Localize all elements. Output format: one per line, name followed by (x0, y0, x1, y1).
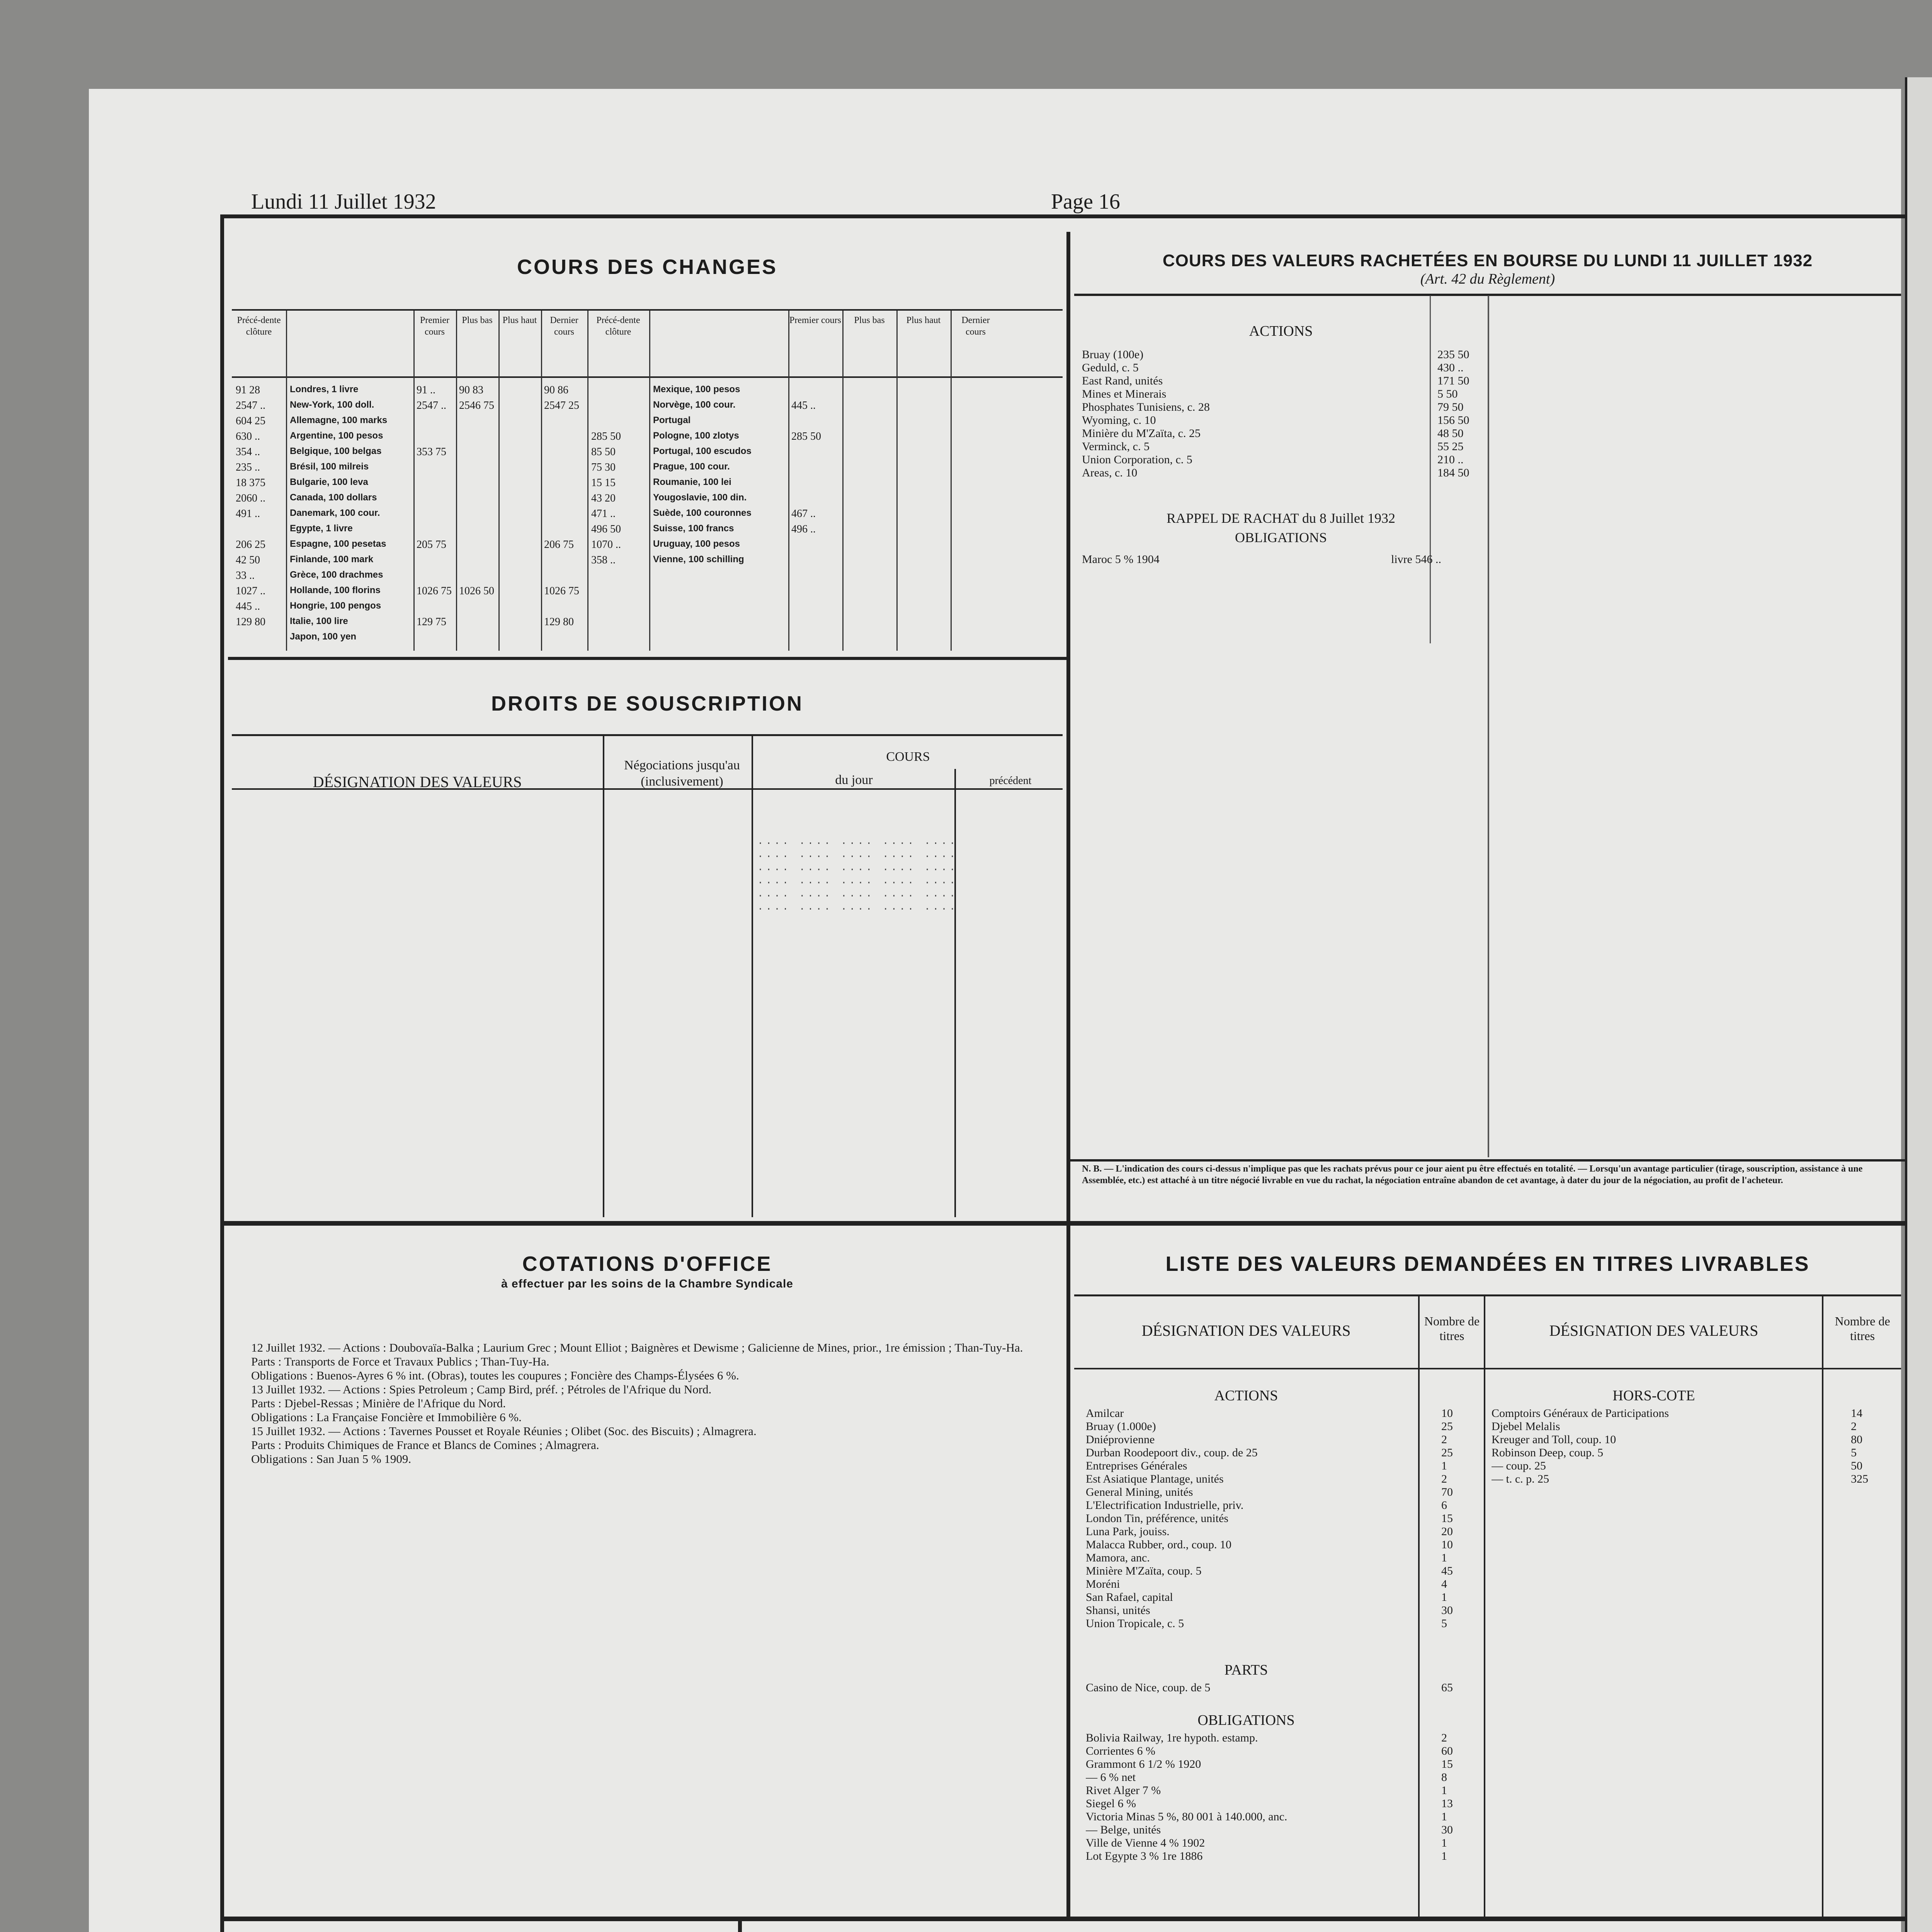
changes-currency: New-York, 100 doll. (290, 400, 374, 410)
livrable-obligation-row (1086, 1849, 1484, 1862)
changes-prev: 1027 .. (236, 585, 265, 597)
changes-currency-right: Portugal, 100 escudos (653, 446, 752, 456)
cotations-paragraph: Obligations : Buenos-Ayres 6 % int. (Obras), toutes les coupures ; Foncière des Champs-Élysées 6 %. (251, 1369, 739, 1382)
changes-prev-right: 15 15 (591, 477, 616, 489)
souscription-col-designation: DÉSIGNATION DES VALEURS (313, 773, 522, 791)
livrables-horscote-list (1492, 1406, 1901, 1485)
livrables-col-nombre-left: Nombre de titres (1424, 1314, 1480, 1343)
cotations-paragraph: 13 Juillet 1932. — Actions : Spies Petroleum ; Camp Bird, préf. ; Pétroles de l'Afrique du Nord. (251, 1383, 712, 1396)
next-page-edge (1905, 77, 1932, 1932)
column-rule-top (1066, 232, 1070, 1221)
rachetees-action-row (1082, 440, 1492, 453)
changes-first-right: 467 .. (791, 508, 816, 520)
livrables-col-nombre-right: Nombre de titres (1835, 1314, 1890, 1343)
rachetees-subtitle: (Art. 42 du Règlement) (1420, 271, 1555, 287)
livrable-obligation-value: 13 (1441, 1797, 1453, 1810)
livrable-action-row (1086, 1577, 1484, 1590)
rachetees-action-row (1082, 453, 1492, 466)
changes-col-header: Plus haut (906, 315, 941, 325)
changes-currency: Londres, 1 livre (290, 384, 359, 395)
changes-col-header: Plus haut (502, 315, 537, 325)
changes-column-rule (498, 311, 500, 651)
livrable-action-row (1086, 1617, 1484, 1630)
souscription-header-rule-top (232, 734, 1063, 736)
livrable-action-name: Amilcar (1086, 1407, 1124, 1420)
livrable-action-value: 2 (1441, 1433, 1447, 1446)
changes-low: 1026 50 (459, 585, 494, 597)
rule-above-nb (1070, 1159, 1905, 1162)
changes-prev-right: 285 50 (591, 430, 621, 442)
cotations-paragraph: Obligations : San Juan 5 % 1909. (251, 1452, 412, 1466)
livrable-obligation-name: — 6 % net (1086, 1771, 1136, 1784)
changes-prev-right: 496 50 (591, 523, 621, 535)
livrables-col-designation-right: DÉSIGNATION DES VALEURS (1549, 1322, 1759, 1339)
livrable-horscote-row (1492, 1472, 1901, 1485)
changes-col-header: Premier cours (789, 315, 841, 325)
cotations-title: COTATIONS D'OFFICE (522, 1252, 772, 1276)
rachetees-obligation-name: Maroc 5 % 1904 (1082, 553, 1160, 566)
changes-header-rule (232, 376, 1063, 378)
livrables-title: LISTE DES VALEURS DEMANDÉES EN TITRES LIVRABLES (1165, 1252, 1810, 1276)
livrable-action-row (1086, 1604, 1484, 1617)
changes-column-rule (413, 311, 415, 651)
livrable-action-row (1086, 1472, 1484, 1485)
rachetees-obligations-label: OBLIGATIONS (1235, 530, 1327, 545)
changes-prev: 2547 .. (236, 400, 265, 412)
changes-currency: Danemark, 100 cour. (290, 508, 380, 518)
changes-prev-right: 358 .. (591, 554, 616, 566)
livrable-obligation-value: 8 (1441, 1771, 1447, 1784)
changes-prev: 630 .. (236, 430, 260, 442)
changes-currency: Japon, 100 yen (290, 631, 357, 642)
livrable-action-value: 10 (1441, 1407, 1453, 1420)
livrable-obligation-row (1086, 1744, 1484, 1757)
livrable-part-name: Casino de Nice, coup. de 5 (1086, 1681, 1211, 1694)
changes-currency: Egypte, 1 livre (290, 523, 353, 534)
livrable-horscote-name: Kreuger and Toll, coup. 10 (1492, 1433, 1616, 1446)
cotations-section (232, 1229, 1063, 1917)
rappels-section (232, 1924, 738, 1932)
livrable-obligation-name: Siegel 6 % (1086, 1797, 1136, 1810)
rachetees-obligation-row (1082, 553, 1492, 566)
livrable-action-row (1086, 1538, 1484, 1551)
livrable-action-row (1086, 1498, 1484, 1512)
rachetees-action-name: Bruay (100e) (1082, 348, 1144, 361)
livrable-action-row (1086, 1551, 1484, 1564)
livrable-horscote-name: Robinson Deep, coup. 5 (1492, 1446, 1604, 1459)
livrable-action-name: Minière M'Zaïta, coup. 5 (1086, 1565, 1202, 1577)
rule-under-changes (228, 657, 1066, 660)
livrable-obligation-value: 15 (1441, 1758, 1453, 1770)
changes-section (232, 240, 1063, 657)
livrable-action-value: 20 (1441, 1525, 1453, 1538)
column-rule-bottom (738, 1920, 742, 1932)
livrable-action-value: 2 (1441, 1473, 1447, 1485)
rachetees-action-name: Minière du M'Zaïta, c. 25 (1082, 427, 1201, 440)
livrables-section (1074, 1229, 1901, 1917)
livrables-rule-3 (1822, 1294, 1823, 1917)
livrable-horscote-row (1492, 1446, 1901, 1459)
changes-currency: Finlande, 100 mark (290, 554, 374, 565)
rachetees-nb-note: N. B. — L'indication des cours ci-dessus n'implique pas que les rachats prévus pour ce jour aient pu être effectués en totalité. — Lorsqu'un avantage particulier (tirage, souscription, assistance à une Assemblée, etc.) est attaché à un titre négocié livrable en vue du rachat, la négociation entraîne abandon de cet avantage, à dater du jour de la négociation, au profit de l'acheteur. (1082, 1164, 1863, 1185)
rachetees-action-value: 48 50 (1437, 427, 1464, 440)
livrables-header-rule-top (1074, 1294, 1901, 1296)
cotations-paragraph: Parts : Transports de Force et Travaux Publics ; Than-Tuy-Ha. (251, 1355, 549, 1368)
changes-prev-right: 85 50 (591, 446, 616, 458)
header-date: Lundi 11 Juillet 1932 (251, 190, 436, 214)
rachetees-actions-list (1082, 348, 1492, 479)
livrables-obligations-label: OBLIGATIONS (1197, 1712, 1295, 1728)
livrable-action-name: Entreprises Générales (1086, 1459, 1187, 1472)
livrable-obligation-row (1086, 1810, 1484, 1823)
livrable-action-name: Durban Roodepoort div., coup. de 25 (1086, 1446, 1258, 1459)
livrable-action-name: London Tin, préférence, unités (1086, 1512, 1229, 1525)
livrable-horscote-row (1492, 1420, 1901, 1433)
livrable-action-name: General Mining, unités (1086, 1486, 1193, 1498)
changes-currency-right: Vienne, 100 schilling (653, 554, 744, 565)
livrable-action-value: 10 (1441, 1538, 1453, 1551)
livrable-action-row (1086, 1459, 1484, 1472)
changes-first-right: 496 .. (791, 523, 816, 535)
livrable-action-row (1086, 1485, 1484, 1498)
rachetees-title: COURS DES VALEURS RACHETÉES EN BOURSE DU LUNDI 11 JUILLET 1932 (1162, 251, 1813, 270)
livrable-obligation-value: 60 (1441, 1745, 1453, 1757)
livrable-obligation-row (1086, 1823, 1484, 1836)
changes-low: 90 83 (459, 384, 483, 396)
livrable-action-value: 5 (1441, 1617, 1447, 1630)
souscription-title: DROITS DE SOUSCRIPTION (491, 692, 804, 715)
livrable-horscote-row (1492, 1433, 1901, 1446)
cotations-paragraph: Obligations : La Française Foncière et Immobilière 6 %. (251, 1410, 522, 1424)
changes-first: 205 75 (417, 539, 446, 551)
rachetees-obligation-value: livre 546 .. (1391, 553, 1441, 566)
livrables-col-designation-left: DÉSIGNATION DES VALEURS (1141, 1322, 1351, 1339)
rachetees-action-row (1082, 374, 1492, 387)
changes-column-rule (896, 311, 898, 651)
rachetees-actions-label: ACTIONS (1249, 323, 1313, 339)
souscription-section (232, 661, 1063, 1217)
rappel-rachat-label: RAPPEL DE RACHAT du 8 Juillet 1932 (1166, 510, 1396, 526)
rachetees-action-value: 5 50 (1437, 388, 1458, 400)
livrable-horscote-value: 14 (1851, 1407, 1862, 1420)
livrables-obligations-list (1086, 1731, 1484, 1862)
livrable-action-name: Est Asiatique Plantage, unités (1086, 1473, 1224, 1485)
livrable-obligation-name: Ville de Vienne 4 % 1902 (1086, 1837, 1205, 1849)
rachetees-action-name: Wyoming, c. 10 (1082, 414, 1156, 427)
livrables-parts-list (1086, 1681, 1484, 1694)
changes-currency-right: Yougoslavie, 100 din. (653, 492, 747, 503)
changes-currency-right: Pologne, 100 zlotys (653, 430, 739, 441)
cotations-paragraph: Parts : Produits Chimiques de France et Blancs de Comines ; Almagrera. (251, 1438, 599, 1452)
livrable-action-row (1086, 1420, 1484, 1433)
livrables-actions-label: ACTIONS (1214, 1388, 1278, 1404)
rachetees-action-name: Verminck, c. 5 (1082, 440, 1150, 453)
rachetees-action-row (1082, 361, 1492, 374)
livrable-obligation-value: 30 (1441, 1823, 1453, 1836)
rachetees-action-value: 235 50 (1437, 348, 1469, 361)
changes-col-header: Précé-dente clôture (237, 315, 281, 337)
changes-currency: Belgique, 100 belgas (290, 446, 382, 456)
changes-first-right: 285 50 (791, 430, 821, 442)
livrable-obligation-value: 1 (1441, 1784, 1447, 1797)
livrable-action-value: 1 (1441, 1551, 1447, 1564)
header-page-number: Page 16 (1051, 190, 1120, 214)
changes-col-header: Dernier cours (961, 315, 990, 337)
livrable-obligation-name: Bolivia Railway, 1re hypoth. estamp. (1086, 1731, 1258, 1744)
livrable-obligation-value: 1 (1441, 1850, 1447, 1862)
livrable-obligation-name: — Belge, unités (1086, 1823, 1161, 1836)
changes-col-header: Plus bas (462, 315, 493, 325)
rachetees-action-row (1082, 413, 1492, 427)
livrables-parts-label: PARTS (1224, 1662, 1268, 1678)
changes-prev: 2060 .. (236, 492, 265, 504)
changes-currency-right: Suède, 100 couronnes (653, 508, 752, 518)
livrable-action-name: Dniéprovienne (1086, 1433, 1155, 1446)
livrable-obligation-name: Corrientes 6 % (1086, 1745, 1155, 1757)
livrable-action-value: 30 (1441, 1604, 1453, 1617)
livrable-obligation-row (1086, 1770, 1484, 1784)
livrable-obligation-row (1086, 1836, 1484, 1849)
livrables-header-rule-bottom (1074, 1368, 1901, 1369)
livrable-horscote-name: — coup. 25 (1492, 1459, 1546, 1472)
livrable-action-row (1086, 1525, 1484, 1538)
rachetees-action-name: Union Corporation, c. 5 (1082, 453, 1192, 466)
rachetees-action-row (1082, 348, 1492, 361)
changes-column-rule (587, 311, 588, 651)
livrable-obligation-value: 2 (1441, 1731, 1447, 1744)
livrable-action-name: Union Tropicale, c. 5 (1086, 1617, 1184, 1630)
changes-first: 2547 .. (417, 400, 446, 412)
rachetees-action-name: Phosphates Tunisiens, c. 28 (1082, 401, 1210, 413)
rachetees-action-row (1082, 427, 1492, 440)
demandees-section (746, 1924, 1901, 1932)
changes-prev: 445 .. (236, 600, 260, 612)
changes-currency: Brésil, 100 milreis (290, 461, 369, 472)
livrable-obligation-name: Grammont 6 1/2 % 1920 (1086, 1758, 1201, 1770)
livrable-horscote-row (1492, 1406, 1901, 1420)
changes-low: 2546 75 (459, 400, 494, 412)
changes-currency: Espagne, 100 pesetas (290, 539, 386, 549)
livrable-action-value: 70 (1441, 1486, 1453, 1498)
rachetees-action-row (1082, 387, 1492, 400)
changes-currency-right: Suisse, 100 francs (653, 523, 734, 534)
livrables-horscote-label: HORS-COTE (1612, 1388, 1695, 1404)
livrable-action-value: 1 (1441, 1459, 1447, 1472)
livrable-horscote-value: 325 (1851, 1473, 1868, 1485)
changes-col-header: Précé-dente clôture (596, 315, 640, 337)
changes-prev: 604 25 (236, 415, 265, 427)
rachetees-action-name: Geduld, c. 5 (1082, 361, 1139, 374)
souscription-rule-2 (752, 734, 753, 1217)
rachetees-action-row (1082, 466, 1492, 479)
rachetees-action-row (1082, 400, 1492, 413)
livrable-part-value: 65 (1441, 1681, 1453, 1694)
livrable-action-value: 4 (1441, 1578, 1447, 1590)
livrable-action-name: L'Electrification Industrielle, priv. (1086, 1499, 1244, 1512)
livrable-action-value: 15 (1441, 1512, 1453, 1525)
changes-first: 1026 75 (417, 585, 452, 597)
livrable-obligation-row (1086, 1731, 1484, 1744)
livrable-part-row (1086, 1681, 1484, 1694)
changes-prev: 491 .. (236, 508, 260, 520)
rachetees-action-value: 184 50 (1437, 466, 1469, 479)
changes-prev-right: 1070 .. (591, 539, 621, 551)
changes-prev-right: 75 30 (591, 461, 616, 473)
livrable-horscote-value: 5 (1851, 1446, 1857, 1459)
livrable-action-row (1086, 1564, 1484, 1577)
changes-currency: Allemagne, 100 marks (290, 415, 388, 425)
changes-col-header: Dernier cours (550, 315, 578, 337)
changes-prev: 18 375 (236, 477, 265, 489)
changes-currency-right: Mexique, 100 pesos (653, 384, 740, 395)
changes-currency: Canada, 100 dollars (290, 492, 377, 503)
column-rule-middle (1066, 1225, 1070, 1920)
rachetees-obligations-list (1082, 553, 1492, 566)
livrable-action-name: Mamora, anc. (1086, 1551, 1150, 1564)
livrable-obligation-name: Rivet Alger 7 % (1086, 1784, 1161, 1797)
changes-column-rule (788, 311, 789, 651)
livrables-actions-list (1086, 1406, 1484, 1630)
livrable-action-row (1086, 1446, 1484, 1459)
changes-last: 1026 75 (544, 585, 579, 597)
changes-prev: 206 25 (236, 539, 265, 551)
livrable-action-name: Shansi, unités (1086, 1604, 1150, 1617)
changes-col-header: Premier cours (420, 315, 449, 337)
changes-last: 129 80 (544, 616, 574, 628)
cotations-text (251, 1341, 1047, 1466)
changes-column-rule (951, 311, 952, 651)
changes-prev: 235 .. (236, 461, 260, 473)
changes-col-header: Plus bas (854, 315, 885, 325)
cotations-paragraph: 12 Juillet 1932. — Actions : Doubovaïa-Balka ; Laurium Grec ; Mount Elliot ; Baignères et Dewisme ; Galicienne de Mines, prior., 1re émission ; Than-Tuy-Ha. (251, 1341, 1023, 1354)
livrable-action-value: 25 (1441, 1446, 1453, 1459)
changes-currency-right: Norvège, 100 cour. (653, 400, 736, 410)
changes-prev: 129 80 (236, 616, 265, 628)
changes-prev: 354 .. (236, 446, 260, 458)
rachetees-action-name: Areas, c. 10 (1082, 466, 1138, 479)
changes-currency-right: Portugal (653, 415, 691, 425)
rachetees-action-value: 210 .. (1437, 453, 1464, 466)
souscription-dot-leaders: .... .... .... .... .... .... .... .... .... .... .... .... .... .... .... .... .... .... .... .... .... .... .... .... .... .... .... .... .... .... (757, 835, 958, 913)
changes-column-rule (456, 311, 457, 651)
changes-first-right: 445 .. (791, 400, 816, 412)
rachetees-action-value: 156 50 (1437, 414, 1469, 427)
changes-column-rule (842, 311, 844, 651)
changes-currency-right: Uruguay, 100 pesos (653, 539, 740, 549)
rachetees-action-value: 171 50 (1437, 374, 1469, 387)
rachetees-action-value: 79 50 (1437, 401, 1464, 413)
livrable-action-name: Bruay (1.000e) (1086, 1420, 1156, 1433)
livrable-obligation-name: Lot Egypte 3 % 1re 1886 (1086, 1850, 1203, 1862)
rachetees-action-value: 430 .. (1437, 361, 1464, 374)
changes-currency: Hongrie, 100 pengos (290, 600, 381, 611)
cotations-subtitle: à effectuer par les soins de la Chambre Syndicale (501, 1277, 793, 1290)
changes-prev-right: 43 20 (591, 492, 616, 504)
rachetees-action-name: East Rand, unités (1082, 374, 1163, 387)
changes-table (232, 309, 1063, 651)
changes-first: 129 75 (417, 616, 446, 628)
changes-prev-right: 471 .. (591, 508, 616, 520)
changes-currency: Bulgarie, 100 leva (290, 477, 368, 487)
livrable-action-name: Moréni (1086, 1578, 1120, 1590)
souscription-col-du-jour: du jour (835, 773, 873, 787)
rachetees-section (1074, 240, 1901, 1185)
souscription-col-cours: COURS (886, 750, 930, 764)
changes-currency-right: Roumanie, 100 lei (653, 477, 731, 487)
livrable-action-row (1086, 1433, 1484, 1446)
livrable-action-value: 45 (1441, 1565, 1453, 1577)
livrable-horscote-row (1492, 1459, 1901, 1472)
livrable-horscote-value: 2 (1851, 1420, 1857, 1433)
livrable-obligation-value: 1 (1441, 1837, 1447, 1849)
changes-currency: Italie, 100 lire (290, 616, 348, 626)
livrable-action-row (1086, 1512, 1484, 1525)
changes-column-rule (649, 311, 650, 651)
livrable-horscote-value: 80 (1851, 1433, 1862, 1446)
livrable-obligation-row (1086, 1797, 1484, 1810)
changes-last: 90 86 (544, 384, 568, 396)
cotations-paragraph: 15 Juillet 1932. — Actions : Tavernes Pousset et Royale Réunies ; Olibet (Soc. des Biscuits) ; Almagrera. (251, 1424, 757, 1438)
livrable-obligation-name: Victoria Minas 5 %, 80 001 à 140.000, anc. (1086, 1810, 1287, 1823)
livrable-horscote-name: Djebel Melalis (1492, 1420, 1560, 1433)
changes-prev: 91 28 (236, 384, 260, 396)
livrable-horscote-value: 50 (1851, 1459, 1862, 1472)
livrables-rule-2 (1484, 1294, 1485, 1917)
livrable-action-name: Malacca Rubber, ord., coup. 10 (1086, 1538, 1232, 1551)
livrable-obligation-row (1086, 1784, 1484, 1797)
souscription-col-precedent: précédent (989, 775, 1032, 787)
changes-title: COURS DES CHANGES (517, 255, 778, 279)
livrable-action-name: Luna Park, jouiss. (1086, 1525, 1170, 1538)
changes-prev: 42 50 (236, 554, 260, 566)
changes-first: 353 75 (417, 446, 446, 458)
livrable-horscote-name: Comptoirs Généraux de Participations (1492, 1407, 1669, 1420)
changes-currency: Grèce, 100 drachmes (290, 570, 383, 580)
changes-last: 2547 25 (544, 400, 579, 412)
livrable-action-row (1086, 1590, 1484, 1604)
livrable-action-name: San Rafael, capital (1086, 1591, 1173, 1604)
changes-column-rule (541, 311, 542, 651)
livrable-obligation-value: 1 (1441, 1810, 1447, 1823)
livrable-action-value: 1 (1441, 1591, 1447, 1604)
changes-last: 206 75 (544, 539, 574, 551)
section-rule-middle (220, 1221, 1905, 1226)
souscription-rule-1 (603, 734, 604, 1217)
section-rule-lower (220, 1917, 1905, 1921)
changes-currency-right: Prague, 100 cour. (653, 461, 730, 472)
livrable-obligation-row (1086, 1757, 1484, 1770)
livrable-action-row (1086, 1406, 1484, 1420)
rachetees-action-value: 55 25 (1437, 440, 1464, 453)
rachetees-action-name: Mines et Minerais (1082, 388, 1167, 400)
changes-first: 91 .. (417, 384, 435, 396)
changes-prev: 33 .. (236, 570, 255, 582)
livrable-horscote-name: — t. c. p. 25 (1492, 1473, 1549, 1485)
souscription-col-negociations: Négociations jusqu'au (inclusivement) (624, 758, 740, 789)
changes-column-rule (286, 311, 287, 651)
cotations-paragraph: Parts : Djebel-Ressas ; Minière de l'Afrique du Nord. (251, 1396, 506, 1410)
livrable-action-value: 6 (1441, 1499, 1447, 1512)
changes-currency: Hollande, 100 florins (290, 585, 381, 595)
changes-currency: Argentine, 100 pesos (290, 430, 383, 441)
livrable-action-value: 25 (1441, 1420, 1453, 1433)
